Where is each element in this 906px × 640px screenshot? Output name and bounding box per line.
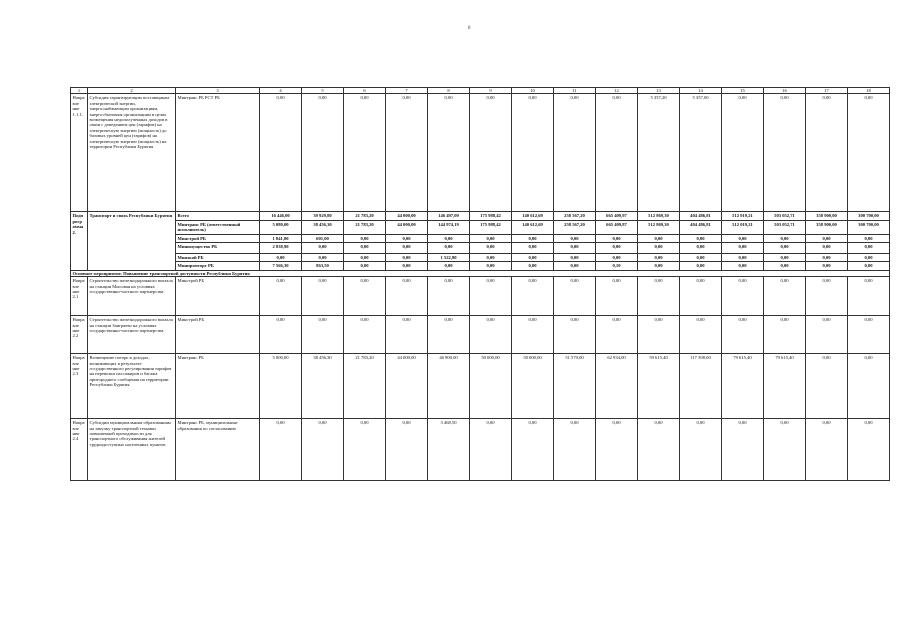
value-cell: 0,00 xyxy=(344,419,386,481)
column-number: 8 xyxy=(428,88,470,94)
value-cell: 0,00 xyxy=(722,277,764,316)
column-number: 4 xyxy=(260,88,302,94)
value-cell: 0,00 xyxy=(596,254,638,262)
subprogram-name: Транспорт и связь Республики Бурятия xyxy=(88,212,176,270)
value-cell: 0,00 xyxy=(680,243,722,254)
value-cell: 0,00 xyxy=(512,419,554,481)
row-executor: Всего xyxy=(176,212,260,220)
value-cell: 0,00 xyxy=(386,243,428,254)
value-cell: 0,00 xyxy=(596,234,638,242)
value-cell: 0,00 xyxy=(806,419,848,481)
value-cell: 0,00 xyxy=(638,316,680,354)
column-number: 13 xyxy=(638,88,680,94)
value-cell: 59 615,40 xyxy=(638,354,680,419)
column-number: 9 xyxy=(470,88,512,94)
value-cell: 62 934,00 xyxy=(596,354,638,419)
value-cell: 0,00 xyxy=(764,243,806,254)
row-executor: Минстрой РБ xyxy=(176,316,260,354)
value-cell: 0,00 xyxy=(428,94,470,212)
row-executor: Минстрой РБ xyxy=(176,277,260,316)
value-cell: 0,00 xyxy=(302,94,344,212)
value-cell: 0,00 xyxy=(428,234,470,242)
value-cell: 21 783,20 xyxy=(344,354,386,419)
value-cell: 0,00 xyxy=(848,277,890,316)
value-cell: 300 700,00 xyxy=(848,212,890,220)
value-cell: 0,00 xyxy=(386,94,428,212)
value-cell: 0,00 xyxy=(428,243,470,254)
value-cell: 0,00 xyxy=(806,316,848,354)
value-cell: 79 615,40 xyxy=(722,354,764,419)
row-name: Строительство железнодорожного вокзала на станции Заиграево на условиях государственно-частного партнерства xyxy=(88,316,176,354)
row-name: Субсидия гарантирующим поставщикам электрической энергии, энергоснабжающим организациям, энергосбытовым организациям в целях возмещения недополученных доходов в связи с доведением цен (тарифов) на электрическую энергию (мощность) до базовых уровней цен (тарифов) на электрическую энергию (мощность) на территории Республики Бурятия xyxy=(88,94,176,212)
value-cell: 38 456,30 xyxy=(302,220,344,234)
value-cell: 0,00 xyxy=(344,94,386,212)
value-cell: 0,00 xyxy=(638,254,680,262)
value-cell: 0,00 xyxy=(554,94,596,212)
value-cell: 0,00 xyxy=(428,316,470,354)
column-number: 17 xyxy=(806,88,848,94)
value-cell: 0,00 xyxy=(470,277,512,316)
value-cell: 863,50 xyxy=(302,262,344,270)
value-cell: 0,00 xyxy=(764,234,806,242)
value-cell: 0,00 xyxy=(344,262,386,270)
column-number: 1 xyxy=(71,88,88,94)
value-cell: 0,00 xyxy=(428,262,470,270)
value-cell: 0,00 xyxy=(512,94,554,212)
column-number: 15 xyxy=(722,88,764,94)
value-cell: 0,00 xyxy=(470,243,512,254)
value-cell: 0,00 xyxy=(680,277,722,316)
value-cell: 0,10 xyxy=(596,262,638,270)
value-cell: 512 869,30 xyxy=(638,212,680,220)
column-number: 16 xyxy=(764,88,806,94)
value-cell: 3 468,50 xyxy=(428,419,470,481)
value-cell: 0,00 xyxy=(470,254,512,262)
value-cell: 117 398,00 xyxy=(680,354,722,419)
table-row xyxy=(71,94,890,212)
value-cell: 0,00 xyxy=(680,254,722,262)
value-cell: 0,00 xyxy=(638,234,680,242)
value-cell: 0,00 xyxy=(260,94,302,212)
table-row xyxy=(71,262,890,270)
value-cell: 0,00 xyxy=(386,316,428,354)
value-cell: 0,00 xyxy=(848,262,890,270)
value-cell: 50 000,00 xyxy=(470,354,512,419)
value-cell: 503 052,71 xyxy=(764,220,806,234)
budget-table xyxy=(70,87,890,481)
value-cell: 0,00 xyxy=(512,243,554,254)
value-cell: 601,00 xyxy=(302,234,344,242)
value-cell: 0,00 xyxy=(848,94,890,212)
value-cell: 0,00 xyxy=(680,316,722,354)
row-code: Направле ние 2.4 xyxy=(71,419,88,481)
value-cell: 0,00 xyxy=(638,243,680,254)
value-cell: 5 080,00 xyxy=(260,220,302,234)
value-cell: 0,00 xyxy=(764,254,806,262)
value-cell: 665 409,97 xyxy=(596,212,638,220)
row-executor: Минстрой РБ xyxy=(176,234,260,242)
value-cell: 358 900,00 xyxy=(806,220,848,234)
value-cell: 0,00 xyxy=(512,254,554,262)
value-cell: 5 000,00 xyxy=(260,354,302,419)
value-cell: 0,00 xyxy=(680,419,722,481)
value-cell: 0,00 xyxy=(512,262,554,270)
row-name: Возмещение потерь в доходах, возникающих в результате государственного регулирования тарифов на перевозки пассажиров и багажа пригородного сообщения на территории Республики Бурятия xyxy=(88,354,176,419)
value-cell: 0,00 xyxy=(722,316,764,354)
table-row xyxy=(71,419,890,481)
value-cell: 0,00 xyxy=(806,234,848,242)
value-cell: 358 900,00 xyxy=(806,212,848,220)
row-executor: Минтранс РБ xyxy=(176,354,260,419)
value-cell: 0,00 xyxy=(260,316,302,354)
value-cell: 0,00 xyxy=(806,354,848,419)
value-cell: 0,00 xyxy=(848,316,890,354)
value-cell: 50 000,00 xyxy=(512,354,554,419)
value-cell: 0,00 xyxy=(722,254,764,262)
value-cell: 44 000,00 xyxy=(386,212,428,220)
value-cell: 0,00 xyxy=(554,254,596,262)
column-number: 6 xyxy=(344,88,386,94)
value-cell: 0,00 xyxy=(470,94,512,212)
value-cell: 0,00 xyxy=(344,277,386,316)
row-executor: Минэкой РБ xyxy=(176,254,260,262)
value-cell: 0,00 xyxy=(302,277,344,316)
value-cell: 0,00 xyxy=(848,254,890,262)
value-cell: 0,00 xyxy=(680,262,722,270)
value-cell: 0,00 xyxy=(638,262,680,270)
value-cell: 0,00 xyxy=(386,234,428,242)
value-cell: 140 612,69 xyxy=(512,212,554,220)
column-number: 7 xyxy=(386,88,428,94)
table-row xyxy=(71,254,890,262)
row-executor: Минтранс РБ (ответственный исполнитель) xyxy=(176,220,260,234)
value-cell: 0,00 xyxy=(596,94,638,212)
value-cell: 0,00 xyxy=(344,243,386,254)
value-cell: 0,00 xyxy=(722,419,764,481)
value-cell: 0,00 xyxy=(848,243,890,254)
column-number: 12 xyxy=(596,88,638,94)
value-cell: 0,00 xyxy=(848,234,890,242)
value-cell: 0,00 xyxy=(386,262,428,270)
value-cell: 16 446,00 xyxy=(260,212,302,220)
value-cell: 0,00 xyxy=(554,277,596,316)
value-cell: 0,00 xyxy=(848,354,890,419)
row-name: Субсидии муниципальным образованиям на закупку транспортной техники повышенной проходимости для транспортного обслуживания жителей труднодоступных населенных пунктов xyxy=(88,419,176,481)
value-cell: 0,00 xyxy=(260,254,302,262)
value-cell: 0,00 xyxy=(386,419,428,481)
value-cell: 512 019,21 xyxy=(722,220,764,234)
value-cell: 0,00 xyxy=(470,234,512,242)
value-cell: 46 900,00 xyxy=(428,354,470,419)
value-cell: 7 566,30 xyxy=(260,262,302,270)
value-cell: 0,00 xyxy=(806,243,848,254)
row-code: Направле ние 2.1 xyxy=(71,277,88,316)
value-cell: 5 357,20 xyxy=(638,94,680,212)
value-cell: 258 567,20 xyxy=(554,212,596,220)
table-row xyxy=(71,234,890,242)
value-cell: 175 988,42 xyxy=(470,220,512,234)
value-cell: 0,00 xyxy=(260,277,302,316)
value-cell: 1 522,80 xyxy=(428,254,470,262)
value-cell: 0,00 xyxy=(428,277,470,316)
table-row xyxy=(71,354,890,419)
value-cell: 140 612,69 xyxy=(512,220,554,234)
value-cell: 512 869,30 xyxy=(638,220,680,234)
value-cell: 5 357,00 xyxy=(680,94,722,212)
value-cell: 0,00 xyxy=(764,316,806,354)
value-cell: 0,00 xyxy=(596,419,638,481)
value-cell: 0,00 xyxy=(302,243,344,254)
value-cell: 404 486,81 xyxy=(680,220,722,234)
value-cell: 0,00 xyxy=(554,262,596,270)
value-cell: 0,00 xyxy=(302,316,344,354)
column-number: 5 xyxy=(302,88,344,94)
value-cell: 175 988,42 xyxy=(470,212,512,220)
row-code: Направле ние 2.3 xyxy=(71,354,88,419)
value-cell: 0,00 xyxy=(764,262,806,270)
column-number: 10 xyxy=(512,88,554,94)
value-cell: 146 497,09 xyxy=(428,212,470,220)
value-cell: 0,00 xyxy=(596,316,638,354)
value-cell: 0,00 xyxy=(638,277,680,316)
value-cell: 0,00 xyxy=(596,243,638,254)
row-executor: Минтранс РБ РСТ РБ xyxy=(176,94,260,212)
value-cell: 21 783,20 xyxy=(344,212,386,220)
value-cell: 21 783,20 xyxy=(344,220,386,234)
value-cell: 0,00 xyxy=(344,316,386,354)
column-number: 11 xyxy=(554,88,596,94)
column-number: 18 xyxy=(848,88,890,94)
value-cell: 0,00 xyxy=(512,277,554,316)
value-cell: 38 456,30 xyxy=(302,354,344,419)
row-executor: Минимущество РБ xyxy=(176,243,260,254)
value-cell: 44 000,00 xyxy=(386,220,428,234)
row-executor: Минпромторг РБ xyxy=(176,262,260,270)
value-cell: 0,00 xyxy=(722,262,764,270)
value-cell: 2 838,90 xyxy=(260,243,302,254)
table-row xyxy=(71,220,890,234)
table-row xyxy=(71,212,890,220)
table-row xyxy=(71,277,890,316)
value-cell: 0,00 xyxy=(764,277,806,316)
table-row xyxy=(71,316,890,354)
value-cell: 0,00 xyxy=(554,419,596,481)
value-cell: 0,00 xyxy=(344,254,386,262)
value-cell: 0,00 xyxy=(638,419,680,481)
value-cell: 144 974,19 xyxy=(428,220,470,234)
value-cell: 0,00 xyxy=(512,234,554,242)
value-cell: 79 615,40 xyxy=(764,354,806,419)
column-number: 3 xyxy=(176,88,260,94)
value-cell: 39 929,80 xyxy=(302,212,344,220)
value-cell: 0,00 xyxy=(512,316,554,354)
value-cell: 258 567,20 xyxy=(554,220,596,234)
value-cell: 503 052,71 xyxy=(764,212,806,220)
value-cell: 0,00 xyxy=(344,234,386,242)
value-cell: 300 700,00 xyxy=(848,220,890,234)
row-code: Направле ние 2.2 xyxy=(71,316,88,354)
value-cell: 0,00 xyxy=(386,254,428,262)
value-cell: 0,00 xyxy=(722,94,764,212)
page-number: 8 xyxy=(468,26,471,31)
value-cell: 0,00 xyxy=(260,419,302,481)
value-cell: 44 000,00 xyxy=(386,354,428,419)
row-code: Направле ние 1.1.1. xyxy=(71,94,88,212)
value-cell: 0,00 xyxy=(470,262,512,270)
row-name: Строительство железнодорожного вокзала на станции Мысовая на условиях государственно-частного партнерства xyxy=(88,277,176,316)
value-cell: 665 409,87 xyxy=(596,220,638,234)
row-executor: Минтранс РБ, муниципальные образования по согласованию xyxy=(176,419,260,481)
value-cell: 0,00 xyxy=(554,234,596,242)
value-cell: 0,00 xyxy=(302,254,344,262)
value-cell: 0,00 xyxy=(764,94,806,212)
value-cell: 404 486,81 xyxy=(680,212,722,220)
value-cell: 0,00 xyxy=(806,254,848,262)
value-cell: 0,00 xyxy=(470,419,512,481)
subprogram-code: Подпрогр амма 2. xyxy=(71,212,88,270)
value-cell: 0,00 xyxy=(806,94,848,212)
value-cell: 1 041,00 xyxy=(260,234,302,242)
value-cell: 0,00 xyxy=(470,316,512,354)
value-cell: 0,00 xyxy=(302,419,344,481)
value-cell: 0,00 xyxy=(848,419,890,481)
section-title: Основное мероприятие. Повышение транспортной доступности Республики Бурятия xyxy=(71,270,890,276)
value-cell: 0,00 xyxy=(680,234,722,242)
column-number: 14 xyxy=(680,88,722,94)
value-cell: 0,00 xyxy=(386,277,428,316)
value-cell: 0,00 xyxy=(764,419,806,481)
value-cell: 0,00 xyxy=(806,262,848,270)
column-number: 2 xyxy=(88,88,176,94)
value-cell: 51 570,00 xyxy=(554,354,596,419)
value-cell: 512 019,21 xyxy=(722,212,764,220)
value-cell: 0,00 xyxy=(722,243,764,254)
value-cell: 0,00 xyxy=(806,277,848,316)
value-cell: 0,00 xyxy=(554,243,596,254)
table-row xyxy=(71,243,890,254)
value-cell: 0,00 xyxy=(554,316,596,354)
value-cell: 0,00 xyxy=(596,277,638,316)
value-cell: 0,00 xyxy=(722,234,764,242)
